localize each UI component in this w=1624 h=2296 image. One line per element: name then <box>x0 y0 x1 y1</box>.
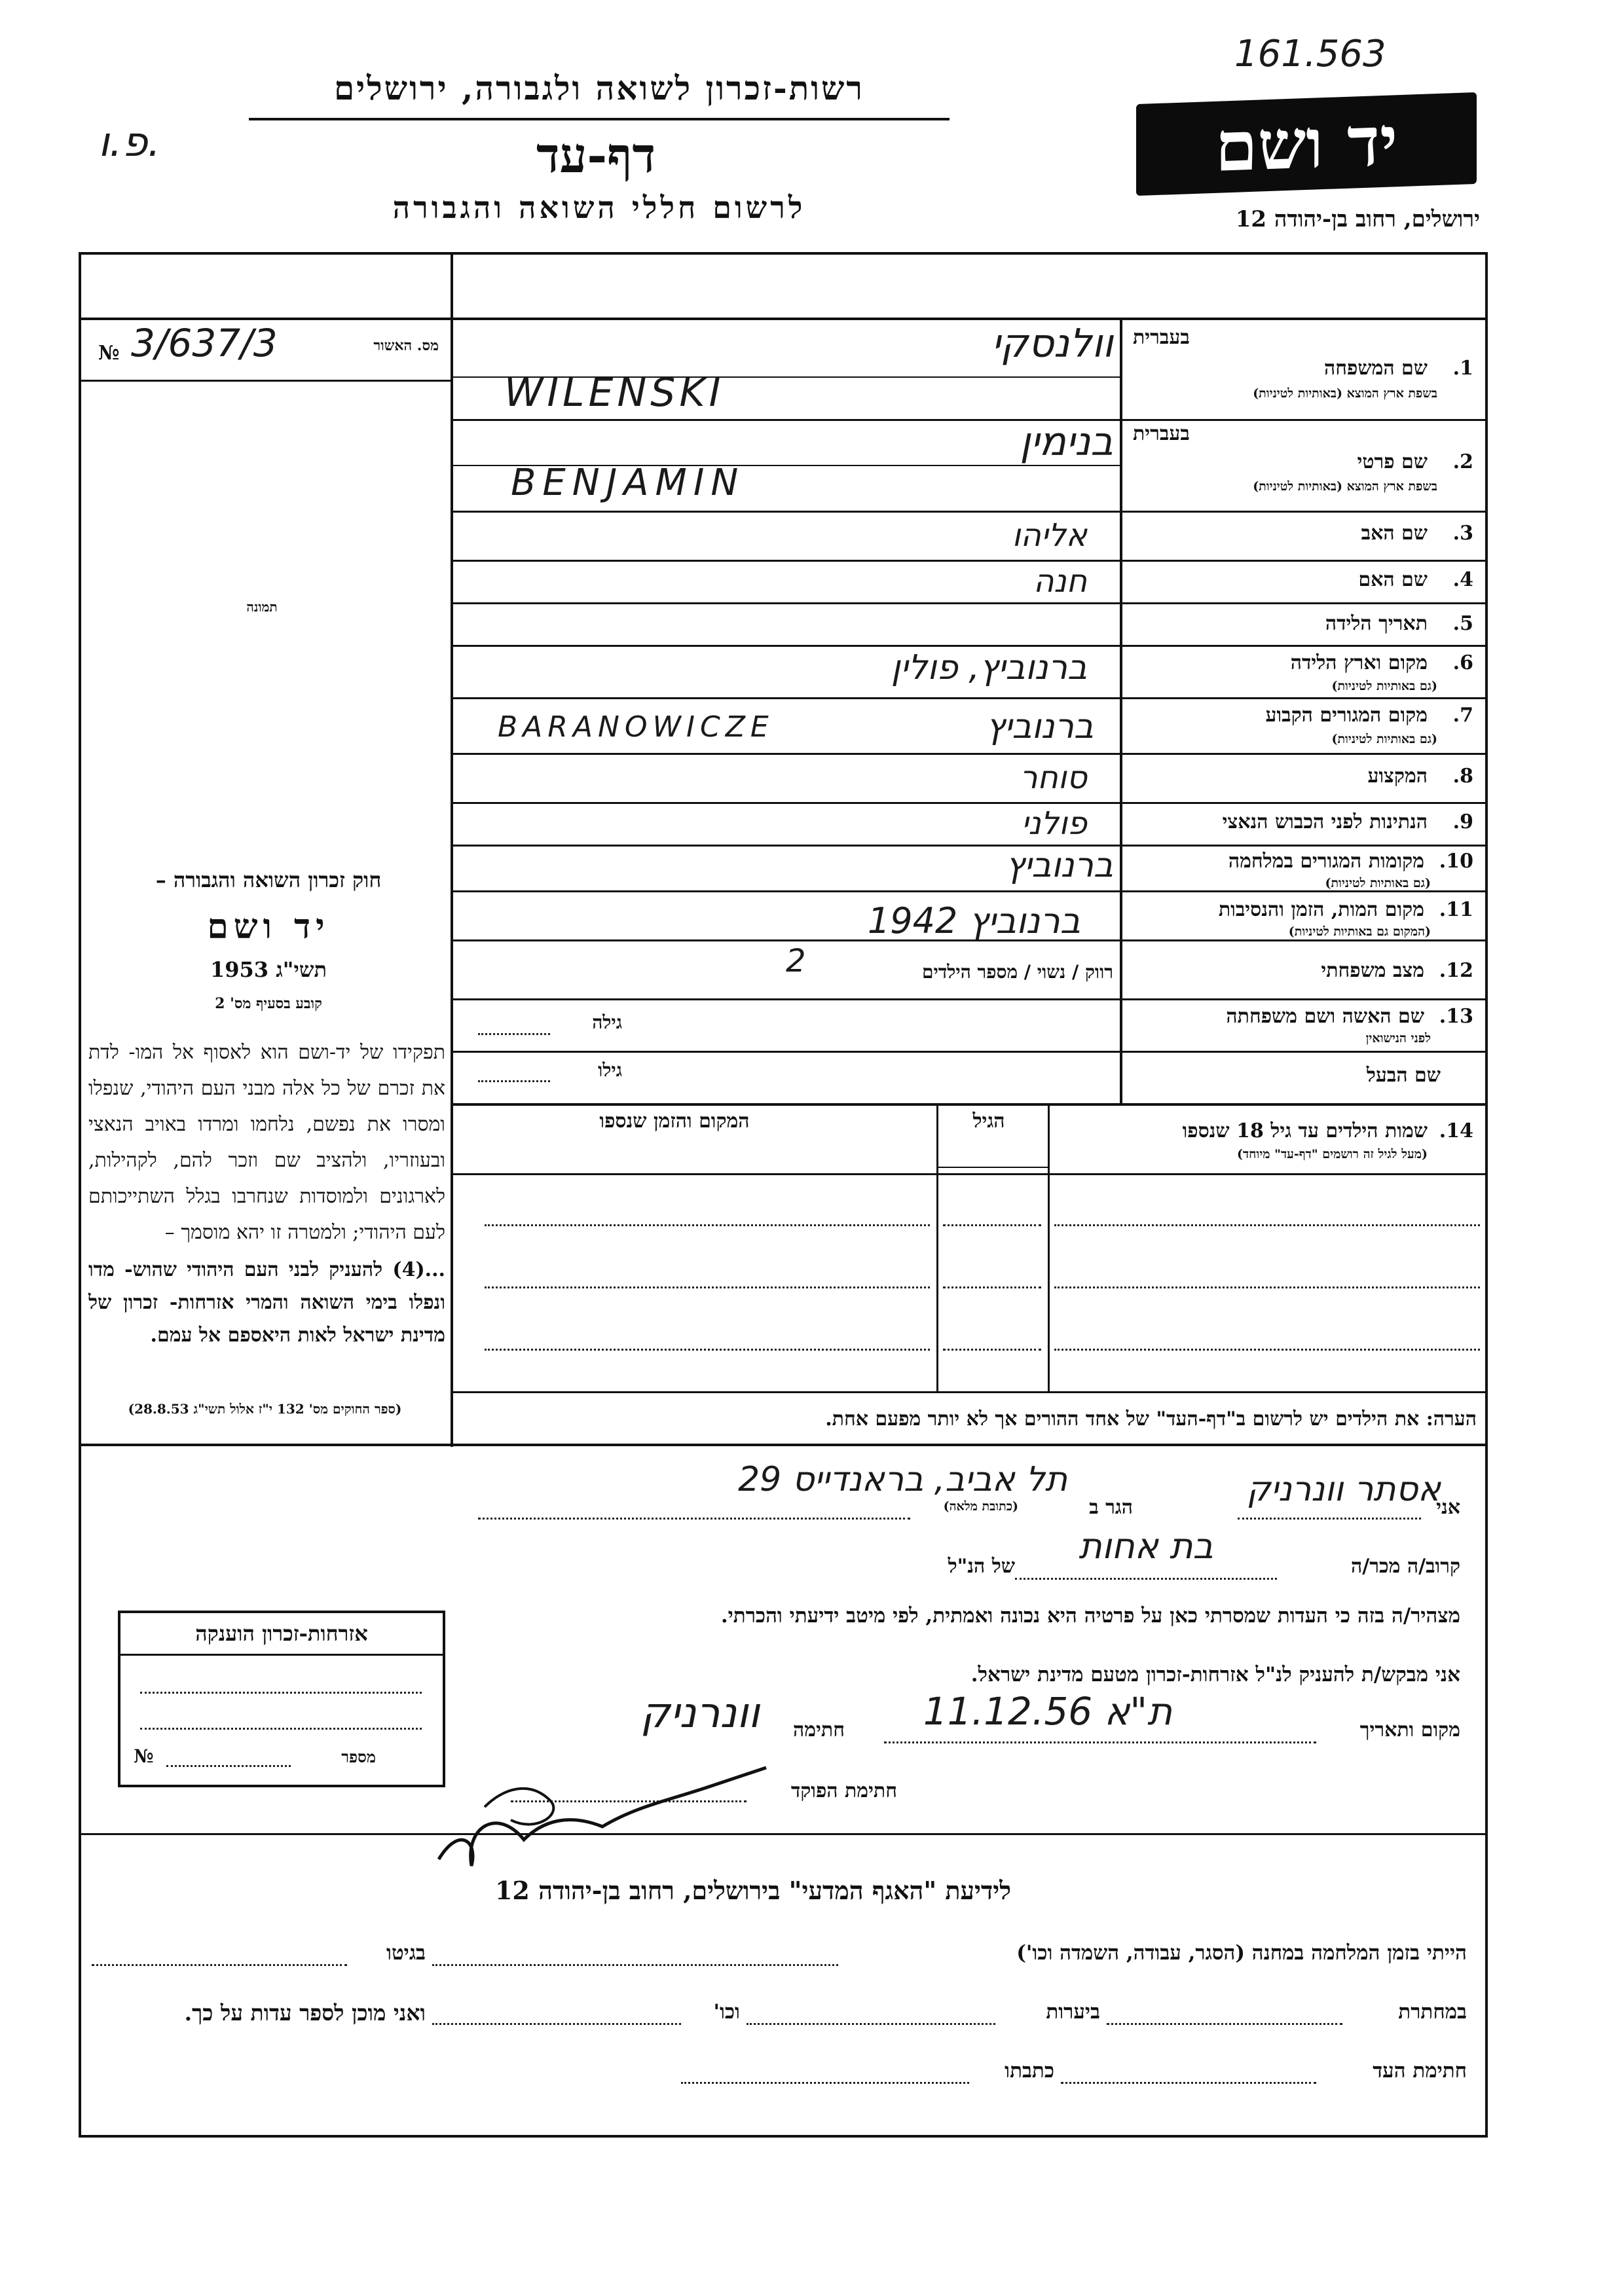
relation: בת אחות <box>1079 1525 1213 1567</box>
citizenship-box-line[interactable] <box>140 1728 422 1730</box>
form-title: דף-עד <box>536 128 656 184</box>
field-8-label: המקצוע <box>1367 765 1428 788</box>
yad-vashem-logo <box>1136 92 1477 196</box>
footer-line2-blank-a[interactable] <box>1107 2023 1342 2025</box>
relative-label: קרוב/ה מכר/ה <box>1351 1555 1460 1578</box>
declarant-address-line[interactable] <box>478 1518 910 1520</box>
field-6-label: מקום וארץ הלידה <box>1290 651 1428 674</box>
children-col-divider <box>936 1103 938 1391</box>
children-row-line[interactable] <box>943 1224 1041 1226</box>
field-4-label: שם האם <box>1358 568 1428 591</box>
institution-name: רשות-זכרון לשואה ולגבורה, ירושלים <box>333 69 864 107</box>
children-table-note: (מעל לגיל זה רושמים "דף-עד" מיוחד) <box>1236 1147 1428 1161</box>
row-line <box>453 602 1488 604</box>
field-5-number: 5. <box>1452 612 1473 635</box>
header-address: ירושלים, רחוב בן-יהודה 12 <box>1235 206 1480 232</box>
children-table-title: שמות הילדים עד גיל 18 שנספו <box>1182 1120 1428 1142</box>
top-band-line <box>79 318 1488 320</box>
residence-hebrew: ברנוביץ <box>986 707 1094 746</box>
footer-line2-blank-c[interactable] <box>432 2023 681 2025</box>
declarant-address: תל אביב, בראנדייס 29 <box>738 1460 1067 1499</box>
field-12-number: 12. <box>1439 959 1473 982</box>
field-4-number: 4. <box>1452 568 1473 591</box>
children-table-number: 14. <box>1439 1120 1473 1142</box>
citizenship-number-label: מספר <box>341 1747 376 1766</box>
first-name-latin: BENJAMIN <box>511 462 745 504</box>
children-row-line[interactable] <box>943 1286 1041 1288</box>
footer-line3-start: חתימת העד <box>1373 2059 1467 2083</box>
field-6-number: 6. <box>1452 651 1473 674</box>
form-subtitle: לרשום חללי השואה והגבורה <box>392 190 806 225</box>
citizenship-box <box>118 1611 445 1787</box>
field-7-number: 7. <box>1452 704 1473 727</box>
children-table-bottom <box>453 1391 1488 1393</box>
footer-line2-end: ואני מוכן לספר עדות על כך. <box>184 2000 426 2026</box>
citizenship-box-line[interactable] <box>140 1692 422 1694</box>
label-column-divider <box>1120 318 1122 1103</box>
surname-latin: WILENSKI <box>504 370 725 416</box>
field-9-number: 9. <box>1452 811 1473 833</box>
children-row-line[interactable] <box>1054 1349 1480 1351</box>
declarant-name: אסתר וונרניק <box>1246 1470 1441 1509</box>
children-header-line <box>936 1167 1048 1168</box>
wife-age-line[interactable] <box>478 1033 550 1035</box>
field-7-label: מקום המגורים הקבוע <box>1265 704 1428 727</box>
field-9-label: הנתינות לפני הכבוש הנאצי <box>1222 811 1428 833</box>
left-col-line <box>79 380 452 382</box>
logo-text: יד ושם <box>1215 100 1398 187</box>
field-10-note: (גם באותיות לטיניות) <box>1325 876 1431 890</box>
header-rule <box>249 118 950 120</box>
footer-line1-blank[interactable] <box>432 1964 838 1966</box>
surname-hebrew: וולנסקי <box>991 321 1113 367</box>
nationality: פולני <box>1021 805 1087 842</box>
death-place: ברנוביץ 1942 <box>867 900 1080 941</box>
field-11-number: 11. <box>1439 898 1473 921</box>
citizenship-box-title: אזרחות-זכרון הוענקה <box>195 1621 368 1646</box>
declaration: מצהיר/ה בזה כי העדות שמסרתי כאן על פרטיה היא נכונה ואמתית, לפי מיטב ידיעתי והכרתי. <box>720 1604 1460 1628</box>
field-6-note: (גם באותיות לטיניות) <box>1331 679 1437 693</box>
declarant-name-line[interactable] <box>1238 1518 1421 1520</box>
row-line <box>453 753 1488 755</box>
official-signature-scrawl <box>419 1728 786 1879</box>
profession: סוחר <box>1020 759 1087 796</box>
field-2-label: שם פרטי <box>1357 450 1428 473</box>
children-place-header: המקום והזמן שנספו <box>599 1110 750 1133</box>
footer-line2-blank-b[interactable] <box>747 2023 995 2025</box>
law-title: חוק זכרון השואה והגבורה – <box>155 867 382 892</box>
place-date-line[interactable] <box>884 1741 1316 1743</box>
children-row-line[interactable] <box>485 1349 930 1351</box>
field-12-label: מצב משפחתי <box>1321 959 1424 982</box>
field-3-label: שם האב <box>1361 522 1428 545</box>
place-date: ת"א 11.12.56 <box>923 1689 1173 1734</box>
footer-title: לידיעת "האגף המדעי" בירושלים, רחוב בן-יהודה 12 <box>494 1876 1012 1905</box>
footer-line1-end: בגיטו <box>386 1941 426 1965</box>
wife-age-label: גילה <box>592 1011 622 1033</box>
footer-top-line <box>79 1833 1488 1835</box>
children-row-line[interactable] <box>485 1286 930 1288</box>
field-1-note: בשפת ארץ המוצא (באותיות לטיניות) <box>1253 386 1437 401</box>
of-label: של הנ"ל <box>948 1555 1015 1578</box>
father-name: אליהו <box>1012 517 1087 554</box>
field-1-number: 1. <box>1452 357 1473 380</box>
footer-line2-mid: ביערות <box>1046 2000 1100 2024</box>
citizenship-box-rule <box>120 1654 443 1656</box>
field-7-note: (גם באותיות לטיניות) <box>1331 732 1437 746</box>
signature: וונרניק <box>640 1689 760 1738</box>
row-line <box>453 1051 1488 1053</box>
official-signature-label: חתימת הפוקד <box>790 1779 897 1802</box>
marital-options: רווק / נשוי / מספר הילדים <box>921 961 1113 983</box>
row-line <box>453 645 1488 647</box>
footer-line1-end-blank[interactable] <box>92 1964 347 1966</box>
field-8-number: 8. <box>1452 765 1473 788</box>
field-2-note: בשפת ארץ המוצא (באותיות לטיניות) <box>1253 479 1437 494</box>
row-line <box>453 697 1488 699</box>
remark: הערה: את הילדים יש לרשום ב"דף-העד" של אחד ההורים אך לא יותר מפעם אחת. <box>825 1408 1477 1430</box>
remark-bottom-line <box>79 1444 1488 1446</box>
request: אני מבקש/ת להעניק לנ"ל אזרחות-זכרון מטעם מדינת ישראל. <box>970 1663 1460 1686</box>
husband-age-label: גילו <box>598 1059 622 1081</box>
address-note: (כתובת מלאה) <box>943 1499 1018 1514</box>
footer-line3-blank-a[interactable] <box>1061 2082 1316 2084</box>
relation-line[interactable] <box>1015 1578 1277 1580</box>
husband-age-line[interactable] <box>478 1080 550 1082</box>
citizenship-number-line[interactable] <box>166 1765 291 1767</box>
children-row-line[interactable] <box>1054 1224 1480 1226</box>
row-line <box>453 560 1488 562</box>
photo-label: תמונה <box>246 599 278 615</box>
row-line <box>453 998 1488 1000</box>
children-col-divider <box>1048 1103 1050 1391</box>
row-line <box>453 511 1488 513</box>
field-10-label: מקומות המגורים במלחמה <box>1228 850 1424 873</box>
husband-label: שם הבעל <box>1366 1064 1441 1087</box>
field-11-note: (המקום גם באותיות לטיניות) <box>1288 924 1431 939</box>
children-row-line[interactable] <box>485 1224 930 1226</box>
serial-number: 161.563 <box>1234 33 1386 75</box>
law-name: יד ושם <box>207 907 330 947</box>
footer-line3-blank-b[interactable] <box>681 2082 969 2084</box>
hebrew-tag-2: בעברית <box>1133 422 1190 445</box>
row-line <box>453 1103 1488 1106</box>
law-citation: (ספר החוקים מס' 132 י"ז אלול תשי"ג 28.8.53) <box>128 1401 402 1417</box>
footer-line3-mid: כתבתו <box>1005 2059 1054 2083</box>
birth-place: ברנוביץ, פולין <box>891 648 1087 687</box>
margin-note: פ.ו. <box>98 118 161 166</box>
ani-label: אני <box>1436 1496 1460 1519</box>
signature-label: חתימה <box>793 1719 845 1741</box>
place-date-label: מקום ותאריך <box>1359 1719 1460 1741</box>
row-line <box>453 802 1488 804</box>
footer-line2-start: במחתרת <box>1398 2000 1467 2024</box>
field-13-note: לפני הנישואין <box>1365 1031 1431 1046</box>
citizenship-number-prefix: № <box>134 1745 154 1767</box>
field-1-label: שם המשפחה <box>1323 357 1428 380</box>
hebrew-tag-1: בעברית <box>1133 326 1190 349</box>
field-13-number: 13. <box>1439 1005 1473 1028</box>
approval-number: 3/637/3 <box>131 321 278 365</box>
children-row-line[interactable] <box>943 1349 1041 1351</box>
field-2-number: 2. <box>1452 450 1473 473</box>
field-13-label: שם האשה ושם משפחתה <box>1226 1005 1424 1028</box>
footer-line1-label: הייתי בזמן המלחמה במחנה (הסגר, עבודה, השמדה וכו') <box>1016 1941 1467 1965</box>
children-count: 2 <box>786 943 806 979</box>
field-11-label: מקום המות, הזמן והנסיבות <box>1218 898 1424 921</box>
children-age-header: הגיל <box>972 1110 1005 1133</box>
mother-name: חנה <box>1033 563 1087 600</box>
law-clause: קובע בסעיף מס' 2 <box>215 995 322 1012</box>
children-header-line <box>453 1173 1488 1175</box>
field-5-label: תאריך הלידה <box>1325 612 1428 635</box>
approval-no-prefix: № <box>98 342 120 365</box>
law-year: תשי"ג 1953 <box>210 957 327 982</box>
first-name-hebrew: בנימין <box>1020 419 1113 465</box>
children-row-line[interactable] <box>1054 1286 1480 1288</box>
footer-line2-etc: וכו' <box>713 2000 740 2024</box>
resident-label: הגר ב <box>1089 1496 1133 1519</box>
residence-latin: BARANOWICZE <box>498 710 774 744</box>
left-column-divider <box>451 252 453 1447</box>
law-paragraph-1: תפקידו של יד-ושם הוא לאסוף אל המו- לדת את זכרם של כל אלה מבני העם היהודי, שנפלו ומסרו את נפשם, נלחמו ומרדו באויב הנאצי ובעוזריו, ולהציב שם וזכר להם, לקהילות, לארגונים ולמוסדות שנחרבו בגלל השתייכותם לעם היהודי; ולמטרה זו יהא מוסמך – <box>88 1041 445 1244</box>
law-paragraph-2: ...(4) להעניק לבני העם היהודי שהוש- מדו ונפלו בימי השואה והמרי אזרחות- זכרון של מדינת ישראל לאות היאספם אל עמם. <box>88 1258 445 1347</box>
field-3-number: 3. <box>1452 522 1473 545</box>
wartime-residence: ברנוביץ <box>1005 846 1113 885</box>
approval-label: מס. האשור <box>373 337 439 354</box>
field-10-number: 10. <box>1439 850 1473 873</box>
